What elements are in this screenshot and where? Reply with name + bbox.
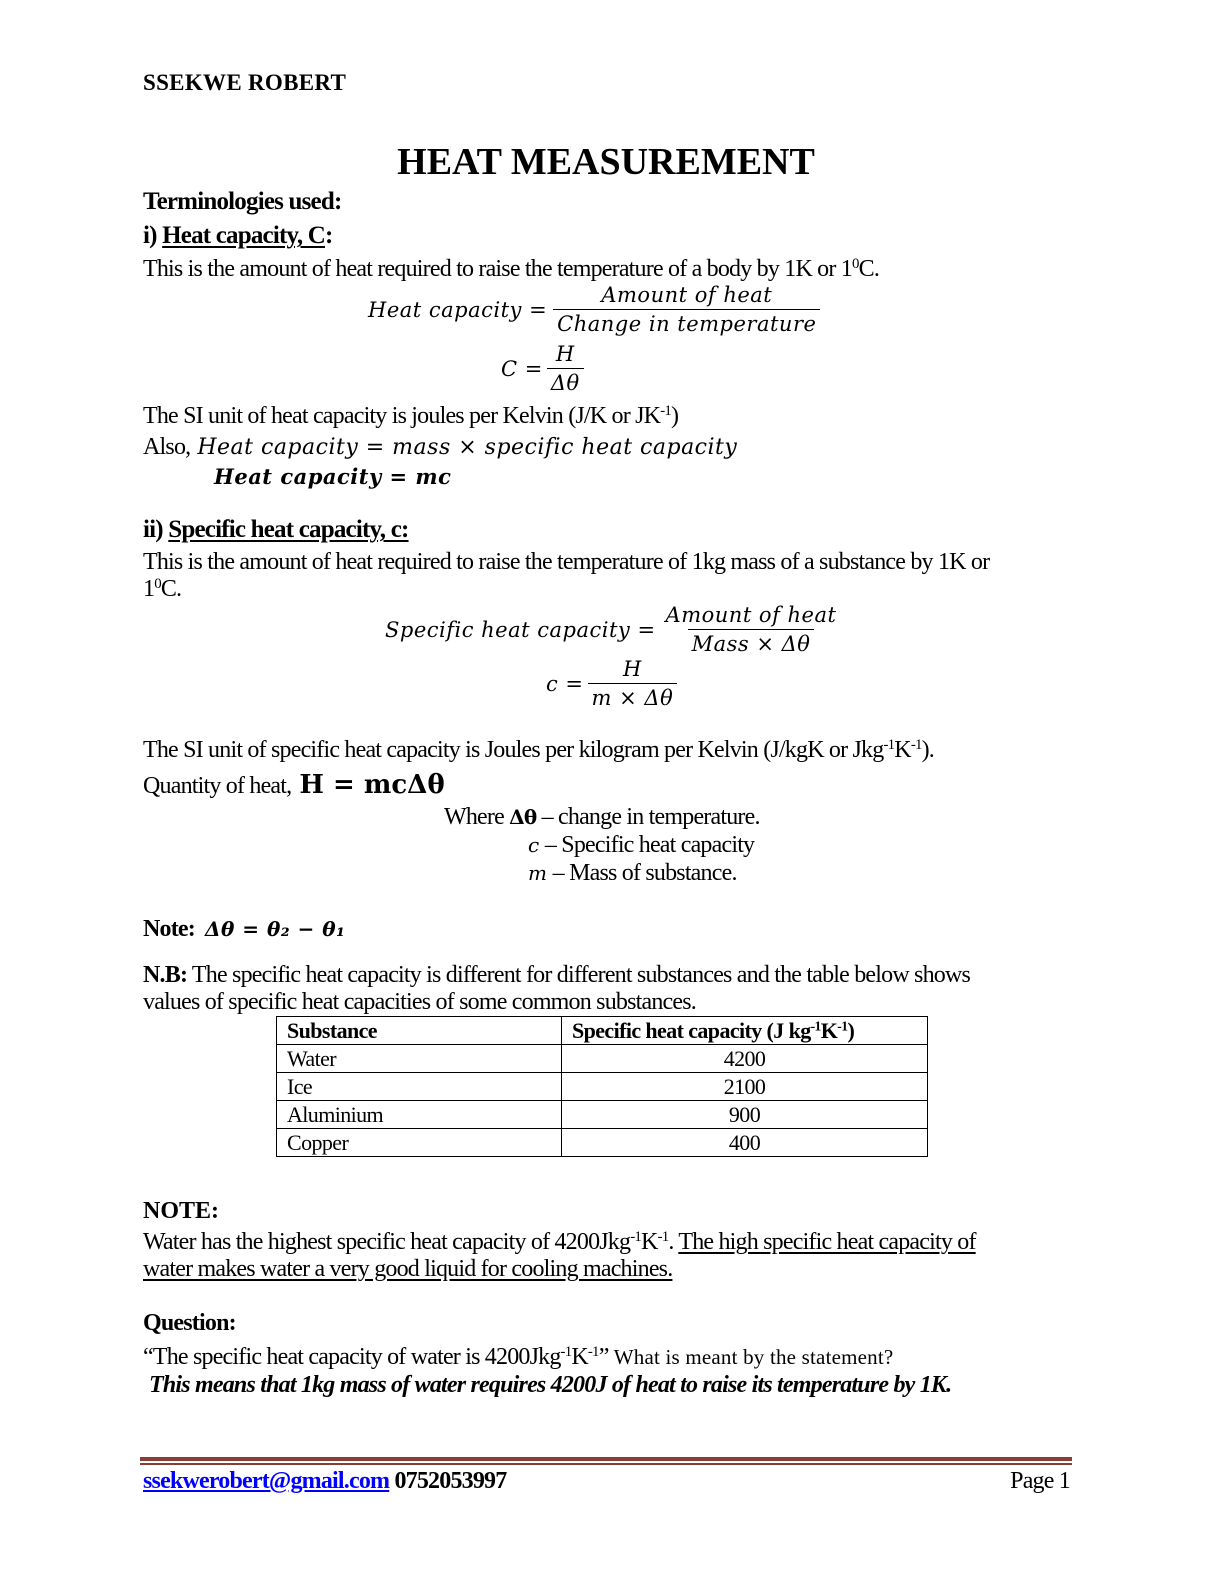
page-number: Page 1 bbox=[1010, 1468, 1070, 1494]
fraction: $\frac{\text{Amount of heat}}{\text{Mass × Δθ}}$ bbox=[665, 603, 837, 656]
value-cell: 2100 bbox=[562, 1073, 928, 1101]
heat-capacity-heading: i) Heat capacity, C: bbox=[143, 222, 333, 249]
table-row bbox=[277, 1073, 928, 1101]
section-number: ii) bbox=[143, 516, 163, 543]
header-specific-heat: Specific heat capacity (J $kg^{-1}K^{-1}$) bbox=[562, 1017, 928, 1045]
heat-capacity-definition: This is the amount of heat required to raise the temperature of a body by 1K or $1^0C$. bbox=[143, 255, 880, 282]
nb-text-line1: N.B: The specific heat capacity is different for different substances and the table below shows bbox=[143, 962, 971, 988]
specific-heat-symbol-equation: c = $\frac{H}{m \times \Delta\theta}$ bbox=[546, 657, 677, 710]
heat-capacity-equation: Heat capacity = $\frac{\text{Amount of heat}}{\text{Change in temperature}}$ bbox=[368, 283, 820, 336]
value-cell: 400 bbox=[562, 1129, 928, 1157]
specific-heat-definition-line1: This is the amount of heat required to raise the temperature of 1kg mass of a substance by 1K or bbox=[143, 549, 990, 575]
fraction: $\frac{H}{m \times \Delta\theta}$ bbox=[588, 657, 678, 710]
value-cell: 4200 bbox=[562, 1045, 928, 1073]
fraction: $\frac{\text{Amount of heat}}{\text{Change in temperature}}$ bbox=[553, 283, 820, 336]
section-number: i) bbox=[143, 222, 157, 249]
where-delta-theta: Where Δθ – change in temperature. bbox=[444, 804, 760, 830]
heat-capacity-also: Also, Heat capacity = mass × specific heat capacity bbox=[143, 434, 738, 460]
footer-rule-thin bbox=[140, 1463, 1072, 1465]
header-substance: Substance bbox=[277, 1017, 562, 1045]
note-heading: NOTE: bbox=[143, 1198, 220, 1224]
heat-capacity-si-unit: The SI unit of heat capacity is joules per Kelvin (J/K or $JK^{-1}$) bbox=[143, 402, 679, 429]
note-text-line1: Water has the highest specific heat capacity of $4200Jkg^{-1}K^{-1}$. The high specific heat capacity of bbox=[143, 1228, 976, 1255]
fraction: $\frac{H}{\Delta\theta}$ bbox=[547, 342, 584, 395]
footer-rule bbox=[140, 1457, 1072, 1461]
question-heading: Question: bbox=[143, 1310, 236, 1336]
substance-cell: Water bbox=[277, 1045, 562, 1073]
note-equation: Note: Δθ = θ₂ − θ₁ bbox=[143, 916, 346, 942]
note-text-line2: water makes water a very good liquid for cooling machines. bbox=[143, 1256, 673, 1282]
value-cell: 900 bbox=[562, 1101, 928, 1129]
table-row bbox=[277, 1129, 928, 1157]
question-text: “The specific heat capacity of water is $4200Jkg^{-1}K^{-1}$” What is meant by the statement? bbox=[143, 1343, 894, 1370]
phone-number: 0752053997 bbox=[394, 1468, 507, 1494]
terminology-heading: Terminologies used: bbox=[143, 188, 342, 215]
substance-cell: Ice bbox=[277, 1073, 562, 1101]
quantity-of-heat: Quantity of heat, H = mcΔθ bbox=[143, 770, 445, 800]
heat-capacity-title: Heat capacity, C bbox=[162, 222, 325, 249]
footer-contact bbox=[143, 1468, 506, 1495]
specific-heat-table bbox=[276, 1016, 928, 1157]
specific-heat-heading bbox=[143, 516, 409, 544]
quantity-equation: H = mcΔθ bbox=[299, 770, 445, 800]
where-c: c – Specific heat capacity bbox=[528, 832, 755, 858]
question-answer: This means that 1kg mass of water requires 4200J of heat to raise its temperature by 1K. bbox=[149, 1372, 952, 1398]
specific-heat-equation: Specific heat capacity = $\frac{\text{Amount of heat}}{\text{Mass × Δθ}}$ bbox=[385, 603, 840, 656]
heat-capacity-symbol-equation: C = $\frac{H}{\Delta\theta}$ bbox=[501, 342, 584, 395]
substance-cell: Copper bbox=[277, 1129, 562, 1157]
table-row bbox=[277, 1101, 928, 1129]
substance-cell: Aluminium bbox=[277, 1101, 562, 1129]
table-header-row bbox=[277, 1017, 928, 1045]
table-row bbox=[277, 1045, 928, 1073]
specific-heat-si-unit: The SI unit of specific heat capacity is Joules per kilogram per Kelvin (J/kgK or $Jkg^{-1}K^{-1}$). bbox=[143, 736, 935, 763]
heat-capacity-bold-equation: Heat capacity = mc bbox=[214, 464, 452, 489]
specific-heat-title: Specific heat capacity, c: bbox=[168, 516, 409, 543]
header-author: SSEKWE ROBERT bbox=[143, 70, 347, 95]
nb-text-line2: values of specific heat capacities of some common substances. bbox=[143, 989, 696, 1015]
where-m: m – Mass of substance. bbox=[528, 860, 737, 886]
email-link[interactable]: ssekwerobert@gmail.com bbox=[143, 1468, 390, 1494]
page-title: HEAT MEASUREMENT bbox=[397, 141, 815, 183]
specific-heat-definition-line2: $1^0C$. bbox=[143, 575, 182, 602]
